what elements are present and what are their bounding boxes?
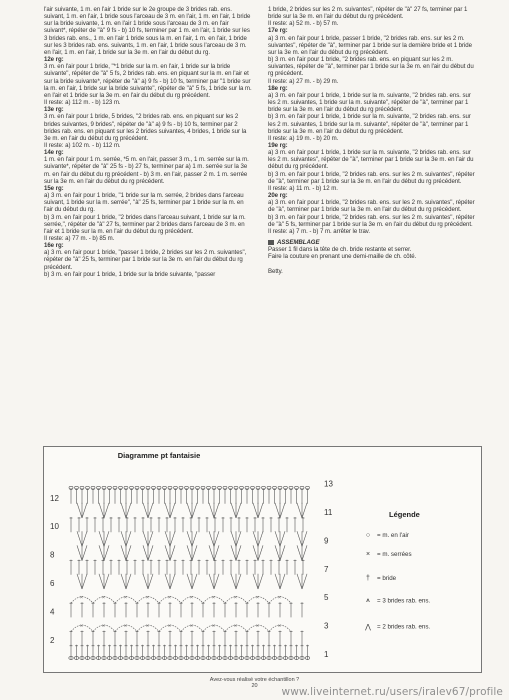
single-crochet-mark: × [102, 623, 105, 630]
dc-fan [258, 545, 263, 560]
chain-stitch [179, 486, 183, 489]
row-number-right: 1 [324, 650, 329, 659]
single-crochet-mark: × [168, 595, 171, 602]
left-row-heading: 14e rg: [44, 149, 64, 157]
left-paragraph: Il reste: a) 112 m. - b) 123 m. [44, 99, 121, 107]
single-crochet-mark: × [102, 595, 105, 602]
single-crochet-mark: × [146, 595, 149, 602]
dc-fan [170, 503, 175, 518]
page-number: 20 [251, 683, 258, 689]
dc-fan [121, 574, 126, 589]
chain-stitch [97, 486, 101, 489]
chain-stitch [141, 486, 145, 489]
row-number-left: 6 [50, 579, 55, 588]
stitch-diagram-box [43, 446, 482, 673]
left-row-heading: 13e rg: [44, 106, 64, 114]
right-paragraph: Il reste: a) 11 m. - b) 12 m. [268, 184, 338, 192]
dc-fan [231, 545, 236, 560]
dc-fan [192, 545, 197, 560]
chain-stitch [190, 486, 194, 489]
dc-fan [231, 574, 236, 589]
chain-stitch [91, 486, 95, 489]
single-crochet-mark: × [190, 595, 193, 602]
dc-fan [170, 545, 175, 560]
chain-stitch [146, 486, 150, 489]
dc-fan [297, 531, 302, 546]
left-row-heading: 16e rg: [44, 242, 64, 250]
legend-label: = bride [377, 575, 397, 582]
right-paragraph: a) 3 m. en l'air pour 1 bride, passer 1 bride, "2 brides rab. ens. sur les 2 m. suivantes", répéter de "à", terminer par 1 bride sur la dernière bride et 1 bride sur la 3e m. en l'air du début du rg précédent. [268, 34, 472, 56]
chain-stitch [135, 486, 139, 489]
dc-fan [143, 574, 148, 589]
dc-fan [275, 503, 280, 518]
dc-fan [126, 574, 131, 589]
legend-item [359, 532, 409, 539]
dc-fan [165, 503, 170, 518]
chain-stitch [119, 486, 123, 489]
dc-fan [165, 545, 170, 560]
dc-fan [104, 574, 109, 589]
left-paragraph: Il reste: a) 102 m. - b) 112 m. [44, 141, 121, 149]
single-crochet-icon: × [365, 551, 371, 558]
single-crochet-mark: × [146, 623, 149, 630]
right-paragraph: b) 3 m. en l'air pour 1 bride, "2 brides rab. ens. sur les 2 m. suivantes", répéter de "à", terminer par 1 bride sur la 3e m. en l'air du début du rg précédent. [268, 170, 475, 185]
legend-item [359, 597, 430, 605]
dc-fan [214, 574, 219, 589]
chain-stitch [102, 486, 106, 489]
chain-stitch [108, 486, 112, 489]
single-crochet-mark: × [190, 623, 193, 630]
dc-fan [253, 531, 258, 546]
single-crochet-mark: × [256, 595, 259, 602]
left-paragraph: b) 3 m. en l'air pour 1 bride, "2 brides dans l'arceau suivant, 1 bride sur la m. serrée,", répéter de "à" 27 fs, terminer par 2 brides dans l'arceau de 3 m. en l'air et 1 bride sur la m. en l'air du début du rg précédent. [44, 213, 246, 235]
dc-fan [104, 531, 109, 546]
dc-fan [214, 531, 219, 546]
dc-fan [143, 531, 148, 546]
chain-stitch [212, 486, 216, 489]
right-paragraph: a) 3 m. en l'air pour 1 bride, "2 brides rab. ens. sur les 2 m. suivantes", répéter de "à", terminer par 1 bride sur la 3e m. en l'air du début du rg précédent. [268, 199, 475, 214]
legend-item [359, 623, 430, 631]
dc-fan [236, 503, 241, 518]
chain-stitch [234, 486, 238, 489]
dc-fan [82, 503, 87, 518]
chain-stitch [174, 486, 178, 489]
dc-fan [148, 545, 153, 560]
chain-stitch [163, 486, 167, 489]
left-row-heading: 15e rg: [44, 184, 64, 192]
right-paragraph: Il reste: a) 7 m. - b) 7 m. arrêter le trav. [268, 227, 370, 235]
chain-stitch [80, 486, 84, 489]
right-paragraph: b) 3 m. en l'air pour 1 bride, "2 brides rab. ens. en piquant sur les 2 m. suivantes, répéter de "à", terminer par 1 bride sur la 3e m. en l'air du début du rg précédent. [268, 56, 474, 78]
dc-fan [187, 503, 192, 518]
assemblage-line-2: Faire la couture en prenant une demi-maille de ch. côté. [268, 253, 417, 261]
right-paragraph: Il reste: a) 19 m. - b) 20 m. [268, 134, 339, 142]
dc-fan [165, 531, 170, 546]
dc-fan [126, 545, 131, 560]
dc-fan [148, 574, 153, 589]
chain-stitch [240, 486, 244, 489]
dc-fan [302, 503, 307, 518]
row-number-left: 10 [50, 522, 59, 532]
single-crochet-mark: × [124, 623, 127, 630]
legend-item [359, 575, 396, 582]
chain-stitch [218, 486, 222, 489]
row-number-left: 8 [50, 550, 55, 560]
dc-fan [275, 574, 280, 589]
legend-item [359, 551, 412, 558]
dc-fan [165, 574, 170, 589]
legend-label: = m. en l'air [377, 532, 409, 539]
dc-fan [143, 503, 148, 518]
chain-stitch [273, 486, 277, 489]
chain-stitch [300, 486, 304, 489]
row-number-left: 12 [50, 493, 59, 503]
dc-fan [99, 574, 104, 589]
single-crochet-mark: × [234, 623, 237, 630]
dc-fan [187, 574, 192, 589]
dc-fan [253, 574, 258, 589]
chain-stitch [207, 486, 211, 489]
chain-stitch [284, 486, 288, 489]
dc-fan [258, 503, 263, 518]
left-text-column [44, 6, 252, 278]
chain-stitch [223, 486, 227, 489]
dc-fan [77, 503, 82, 518]
chain-stitch [75, 486, 79, 489]
chain-stitch [130, 486, 134, 489]
dc-fan [302, 545, 307, 560]
square-bullet-icon [268, 240, 274, 245]
row-number-right: 7 [324, 564, 329, 574]
dc-fan [143, 545, 148, 560]
dc-fan [148, 503, 153, 518]
dc-fan [99, 503, 104, 518]
dc-fan [231, 503, 236, 518]
dc-fan [192, 574, 197, 589]
single-crochet-mark: × [80, 595, 83, 602]
dc-fan [209, 503, 214, 518]
dc-fan [209, 574, 214, 589]
row-number-left: 4 [50, 607, 55, 617]
chain-icon: ○ [365, 532, 371, 539]
chain-stitch [168, 486, 172, 489]
chain-stitch [113, 486, 117, 489]
right-paragraph: a) 3 m. en l'air pour 1 bride, 1 bride sur la m. suivante, "2 brides rab. ens. sur les 2 m. suivantes", répéter de "à", terminer par 1 bride sur la 3e m. en l'air du début du rg précédent. [268, 149, 474, 171]
left-paragraph: 3 m. en l'air pour 1 bride, 5 brides, "2 brides rab. ens. en piquant sur les 2 brides suivantes, 9 brides", répéter de "à" a) 9 fs - b) 10 fs, terminer par 2 brides rab. ens. en piquant sur les 2 brides suivantes, 4 brides, 1 bride sur la 3e m. en l'air du début du rg précédent. [44, 113, 247, 142]
chain-stitch [124, 486, 128, 489]
right-column-body [268, 6, 480, 235]
dc-fan [187, 531, 192, 546]
chain-stitch [229, 486, 233, 489]
chain-stitch [262, 486, 266, 489]
right-row-heading: 18e rg: [268, 84, 288, 92]
dc-fan [121, 503, 126, 518]
left-paragraph: 3 m. en l'air pour 1 bride, "*1 bride sur la m. en l'air, 1 bride sur la bride suivante", répéter de "à" 5 fs, 2 brides rab. ens. en piquant sur la m. en l'air et sur la bride suivante*, répéter de "à" a) 9 fs - b) 10 fs, terminer par "1 bride sur la m. en l'air, 1 bride sur la bride suivante", répéter de "à" 5 fs, 1 bride sur la m. en l'air et 1 bride sur la 3e m. en l'air du début du rg précédent. [44, 63, 252, 99]
right-row-heading: 20e rg: [268, 192, 288, 200]
right-row-heading: 19e rg: [268, 141, 288, 149]
left-paragraph: 1 m. en l'air pour 1 m. serrée, *5 m. en l'air, passer 3 m., 1 m. serrée sur la m. suivante*, répéter de "à" 25 fs - b) 27 fs, terminer par a) 1 m. serrée sur la 3e m. en l'air du début du rg précédent - b) 3 m. en l'air, passer 2 m. 1 m. serrée sur la 3e m. en l'air du début du rg précédent. [44, 156, 249, 185]
single-crochet-mark: × [80, 623, 83, 630]
dc-fan [104, 503, 109, 518]
left-paragraph: l'air suivante, 1 m. en l'air 1 bride sur le 2e groupe de 3 brides rab. ens. suivant, 1 m. en l'air, 1 bride sous l'arceau de 3 m. en l'air, 1 m. en l'air, 1 bride sur la bride suivante, 1 m. en l'air 1 bride sous l'arceau de 3 m. en l'air suivant*, répéter de "à" 9 fs - b) 10 fs, terminer par 1 m. en l'air, 1 bride sur les 3 brides rab. ens., 1 m. en l'air 1 bride sous la m. en l'air, 1 m. en l'air, 1 bride sur les 3 brides rab. ens. suivants, 1 m. en l'air, 1 bride sous l'arceau de 3 m. en l'air, 1 m. en l'air, 1 bride sur la 3e m. en l'air du début du rg. [44, 6, 251, 56]
left-row-heading: 12e rg: [44, 56, 64, 64]
chain-stitch [256, 486, 260, 489]
row-number-right: 11 [324, 508, 333, 517]
right-paragraph: Il reste: a) 52 m. - b) 57 m. [268, 20, 339, 28]
dc-fan [275, 545, 280, 560]
dc-fan [253, 545, 258, 560]
chain-stitch [245, 486, 249, 489]
dc-fan [209, 545, 214, 560]
chain-stitch [201, 486, 205, 489]
dc-fan [99, 531, 104, 546]
dc-fan [214, 545, 219, 560]
right-paragraph: b) 3 m. en l'air pour 1 bride, "2 brides rab. ens. sur les 2 m. suivantes", répéter de "à" 5 fs, terminer par 1 bride sur la 3e m. en l'air du début du rg précédent. [268, 213, 475, 228]
chain-stitch [157, 486, 161, 489]
left-paragraph: a) 3 m. en l'air pour 1 bride, "passer 1 bride, 2 brides sur les 2 m. suivantes", répéter de "à" 25 fs, terminer par 1 bride sur la 3e m. en l'air du début du rg précédent. [44, 249, 247, 271]
chain-stitch [86, 486, 90, 489]
signature: Betty. [268, 268, 283, 276]
assemblage-heading: ASSEMBLAGE [268, 239, 480, 246]
dc-fan [214, 503, 219, 518]
chain-stitch [278, 486, 282, 489]
dc-fan [99, 545, 104, 560]
chain-stitch [267, 486, 271, 489]
single-crochet-mark: × [278, 623, 281, 630]
dc-fan [258, 531, 263, 546]
dc-fan [275, 531, 280, 546]
dc-fan [126, 503, 131, 518]
left-paragraph: b) 3 m. en l'air pour 1 bride, 1 bride sur la bride suivante, "passer [44, 270, 216, 278]
dc-fan [280, 545, 285, 560]
dc-fan [170, 574, 175, 589]
dc-fan [297, 503, 302, 518]
right-paragraph: a) 3 m. en l'air pour 1 bride, 1 bride sur la m. suivante, "2 brides rab. ens. sur les 2 m. suivantes, 1 bride sur la m. suivante", répéter de "à", terminer par 1 bride sur la 3e m. en l'air du début du rg précédent. [268, 91, 471, 114]
dc-fan [126, 531, 131, 546]
single-crochet-mark: × [124, 595, 127, 602]
chain-stitch [196, 486, 200, 489]
row-number-right: 13 [324, 479, 333, 489]
dc-fan [209, 531, 214, 546]
right-paragraph: Il reste: a) 27 m. - b) 29 m. [268, 77, 339, 85]
dc-fan [82, 531, 87, 546]
dc-fan [192, 503, 197, 518]
two-dc-together-icon: ⋀ [365, 624, 371, 631]
row-number-right: 3 [324, 621, 329, 631]
dc-fan [302, 574, 307, 589]
dc-fan [187, 545, 192, 560]
double-crochet-icon: † [366, 575, 370, 582]
single-crochet-mark: × [234, 595, 237, 602]
chain-stitch [185, 486, 189, 489]
single-crochet-mark: × [256, 623, 259, 630]
dc-fan [77, 574, 82, 589]
three-dc-together-icon: ⩚ [366, 597, 370, 604]
dc-fan [77, 531, 82, 546]
right-text-column [268, 6, 480, 276]
legend-label: = m. serrées [377, 551, 412, 558]
dc-fan [192, 531, 197, 546]
dc-fan [280, 531, 285, 546]
chain-stitch [306, 486, 310, 489]
dc-fan [121, 531, 126, 546]
watermark-url: www.liveinternet.ru/users/iralev67/profile [281, 686, 503, 698]
dc-fan [148, 531, 153, 546]
chain-stitch [251, 486, 255, 489]
dc-fan [302, 531, 307, 546]
chain-stitch [289, 486, 293, 489]
legend-label: = 3 brides rab. ens. [377, 597, 431, 605]
chain-stitch [69, 486, 73, 489]
right-row-heading: 17e rg: [268, 27, 288, 35]
right-paragraph: 1 bride, 2 brides sur les 2 m. suivantes", répéter de "à" 27 fs, terminer par 1 bride sur la 3e m. en l'air du début du rg précédent. [268, 6, 468, 21]
dc-fan [170, 531, 175, 546]
dc-fan [121, 545, 126, 560]
left-paragraph: a) 3 m. en l'air pour 1 bride, "1 bride sur la m. serrée, 2 brides dans l'arceau suivant, 1 bride sur la m. serrée", "à" 25 fs, terminer par 1 bride sur la m. en l'air du début du rg. [44, 192, 244, 214]
legend-title: Légende [389, 510, 420, 519]
row-number-left: 2 [50, 635, 55, 645]
dc-fan [253, 503, 258, 518]
stitch-chart [44, 447, 481, 672]
dc-fan [258, 574, 263, 589]
assemblage-line-1: Passer 1 fil dans la tête de ch. bride restante et serrer. [268, 246, 412, 254]
dc-fan [297, 574, 302, 589]
footer-question: Avez-vous réalisé votre échantillon ? [209, 677, 300, 683]
chain-stitch [152, 486, 156, 489]
legend-label: = 2 brides rab. ens. [377, 623, 431, 631]
single-crochet-mark: × [212, 623, 215, 630]
dc-fan [280, 574, 285, 589]
single-crochet-mark: × [168, 623, 171, 630]
single-crochet-mark: × [278, 595, 281, 602]
single-crochet-mark: × [212, 595, 215, 602]
row-number-right: 5 [324, 593, 329, 603]
left-paragraph: Il reste: a) 77 m. - b) 85 m. [44, 235, 115, 242]
right-paragraph: b) 3 m. en l'air pour 1 bride, 1 bride sur la m. suivante, "2 brides rab. ens. sur les 2 m. suivantes, 1 bride sur la m. suivante", répéter de "à", terminer par 1 bride sur la 3e m. en l'air du début du rg précédent. [268, 113, 471, 135]
dc-fan [297, 545, 302, 560]
dc-fan [82, 574, 87, 589]
dc-fan [82, 545, 87, 560]
row-number-right: 9 [324, 536, 329, 546]
dc-fan [280, 503, 285, 518]
dc-fan [231, 531, 236, 546]
dc-fan [236, 545, 241, 560]
dc-fan [104, 545, 109, 560]
dc-fan [236, 531, 241, 546]
chain-stitch [295, 486, 299, 489]
dc-fan [236, 574, 241, 589]
diagram-title: Diagramme pt fantaisie [117, 451, 201, 460]
dc-fan [77, 545, 82, 560]
